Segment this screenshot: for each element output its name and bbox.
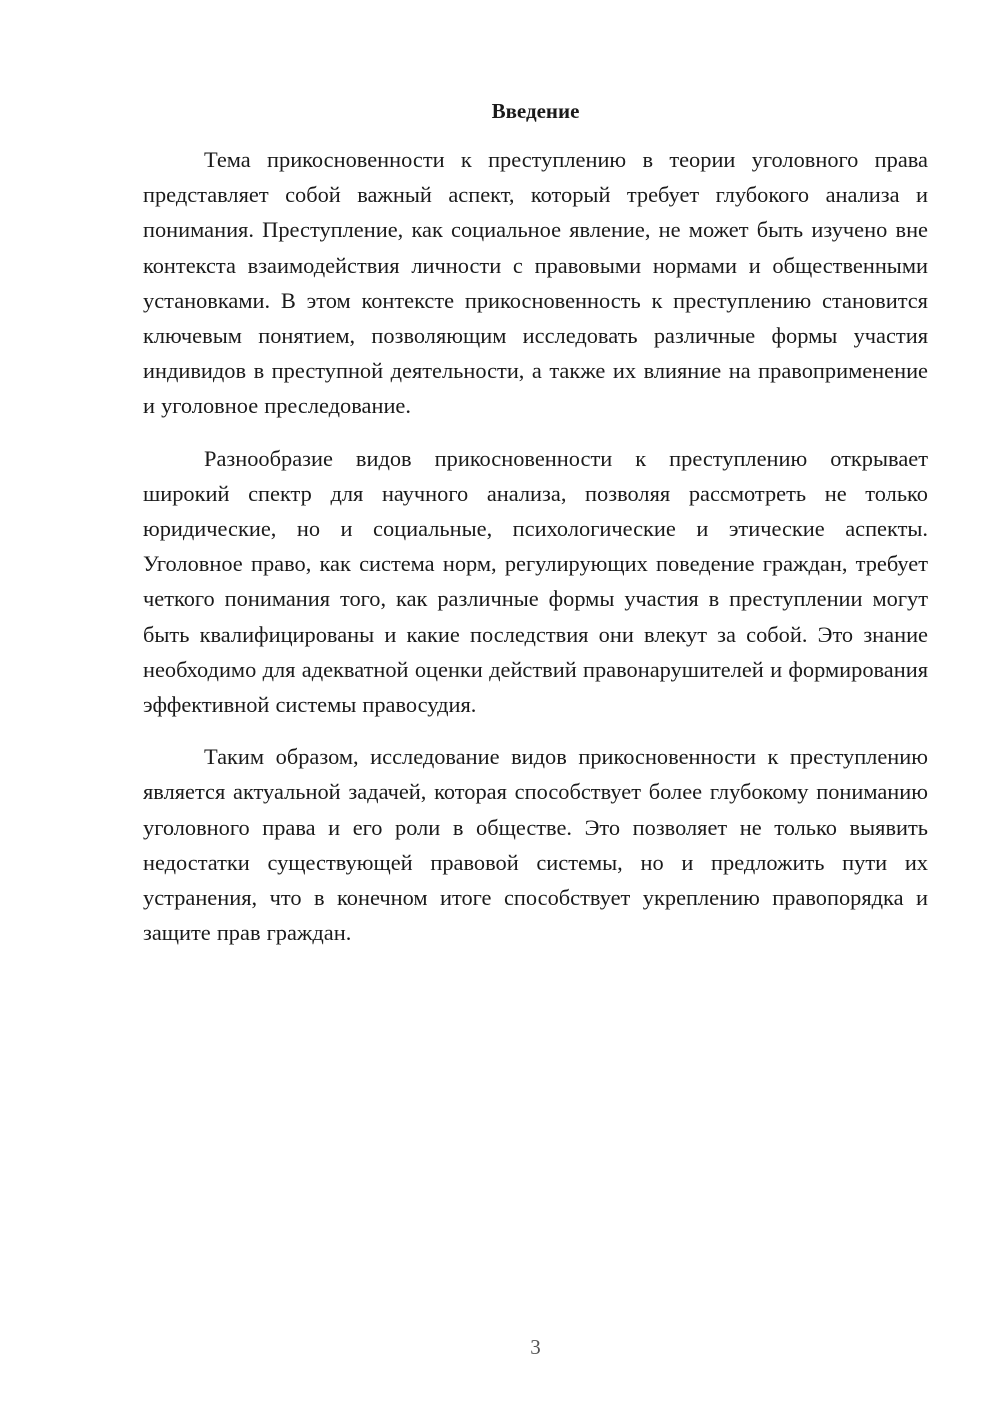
body-text bbox=[143, 142, 928, 967]
paragraph-1: Тема прикосновенности к преступлению в теории уголовного права представляет собой важный аспект, который требует глубокого анализа и понимания. Преступление, как социальное явление, не может быть изучено вне контекста взаимодействия личности с правовыми нормами и общественными установками. В этом контексте прикосновенность к преступлению становится ключевым понятием, позволяющим исследовать различные формы участия индивидов в преступной деятельности, а также их влияние на правоприменение и уголовное преследование. bbox=[143, 147, 928, 419]
page-number: 3 bbox=[530, 1335, 541, 1359]
paragraph-3: Таким образом, исследование видов прикосновенности к преступлению является актуальной задачей, которая способствует более глубокому пониманию уголовного права и его роли в обществе. Это позволяет не только выявить недостатки существующей правовой системы, но и предложить пути их устранения, что в конечном итоге способствует укреплению правопорядка и защите прав граждан. bbox=[143, 744, 928, 946]
paragraph-2: Разнообразие видов прикосновенности к преступлению открывает широкий спектр для научного анализа, позволяя рассмотреть не только юридические, но и социальные, психологические и этические аспекты. Уголовное право, как система норм, регулирующих поведение граждан, требует четкого понимания того, как различные формы участия в преступлении могут быть квалифицированы и какие последствия они влекут за собой. Это знание необходимо для адекватной оценки действий правонарушителей и формирования эффективной системы правосудия. bbox=[143, 445, 928, 718]
section-heading: Введение bbox=[491, 99, 580, 123]
